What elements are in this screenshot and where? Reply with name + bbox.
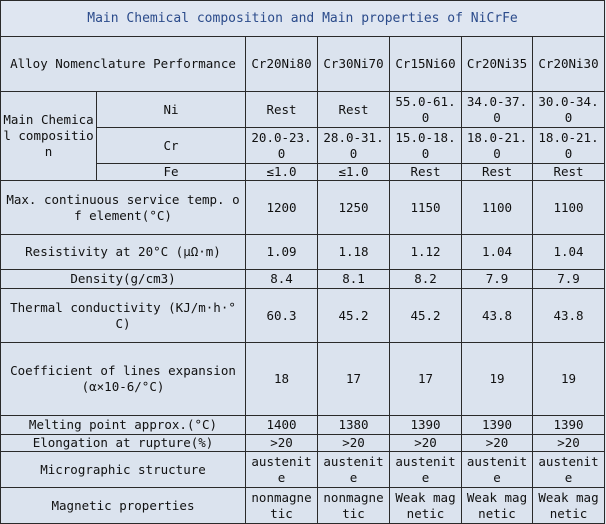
- table-cell: 8.4: [246, 270, 318, 289]
- alloy-header: Cr20Ni80: [246, 37, 318, 92]
- table-cell: 34.0-37.0: [462, 92, 533, 128]
- table-cell: Rest: [533, 164, 605, 181]
- nomenclature-header: Alloy Nomenclature Performance: [1, 37, 246, 92]
- table-cell: 45.2: [390, 289, 462, 343]
- table-cell: austenite: [462, 452, 533, 488]
- property-row: [1, 416, 605, 435]
- property-label: Magnetic properties: [1, 488, 246, 524]
- table-cell: austenite: [533, 452, 605, 488]
- table-cell: 43.8: [462, 289, 533, 343]
- table-cell: 1.04: [462, 235, 533, 270]
- table-cell: 1.12: [390, 235, 462, 270]
- table-cell: 19: [533, 343, 605, 416]
- table-cell: 60.3: [246, 289, 318, 343]
- table-cell: Rest: [318, 92, 390, 128]
- property-row: [1, 435, 605, 452]
- property-row: [1, 289, 605, 343]
- table-cell: 1400: [246, 416, 318, 435]
- table-cell: 17: [318, 343, 390, 416]
- table-cell: 1150: [390, 181, 462, 235]
- property-row: [1, 488, 605, 524]
- property-row: [1, 452, 605, 488]
- property-row: [1, 181, 605, 235]
- table-cell: 1.18: [318, 235, 390, 270]
- table-cell: 43.8: [533, 289, 605, 343]
- alloy-header: Cr20Ni30: [533, 37, 605, 92]
- table-cell: 20.0-23.0: [246, 128, 318, 164]
- table-cell: 55.0-61.0: [390, 92, 462, 128]
- composition-label: Main Chemical composition: [1, 92, 97, 181]
- table-cell: 7.9: [462, 270, 533, 289]
- table-cell: 1.09: [246, 235, 318, 270]
- table-cell: Rest: [246, 92, 318, 128]
- table-cell: ≤1.0: [246, 164, 318, 181]
- table-cell: Rest: [390, 164, 462, 181]
- table-cell: Weak magnetic: [462, 488, 533, 524]
- alloy-header: Cr30Ni70: [318, 37, 390, 92]
- alloy-header: Cr20Ni35: [462, 37, 533, 92]
- table-cell: 1100: [462, 181, 533, 235]
- table-cell: 1200: [246, 181, 318, 235]
- alloy-header: Cr15Ni60: [390, 37, 462, 92]
- property-label: Melting point approx.(°C): [1, 416, 246, 435]
- table-cell: 1390: [390, 416, 462, 435]
- property-label: Coefficient of lines expansion(α×10-6/°C): [1, 343, 246, 416]
- header-row: [1, 37, 605, 92]
- table-cell: 18: [246, 343, 318, 416]
- property-label: Elongation at rupture(%): [1, 435, 246, 452]
- table-cell: >20: [533, 435, 605, 452]
- table-cell: 8.1: [318, 270, 390, 289]
- table-cell: 18.0-21.0: [533, 128, 605, 164]
- element-label: Cr: [97, 128, 246, 164]
- composition-row-ni: [1, 92, 605, 128]
- element-label: Ni: [97, 92, 246, 128]
- table-cell: 1390: [533, 416, 605, 435]
- table-cell: austenite: [318, 452, 390, 488]
- table-cell: 1100: [533, 181, 605, 235]
- table-cell: ≤1.0: [318, 164, 390, 181]
- property-row: [1, 343, 605, 416]
- table-cell: Weak magnetic: [390, 488, 462, 524]
- table-cell: austenite: [390, 452, 462, 488]
- table-cell: >20: [318, 435, 390, 452]
- table-cell: 19: [462, 343, 533, 416]
- table-cell: 28.0-31.0: [318, 128, 390, 164]
- table-cell: austenite: [246, 452, 318, 488]
- property-label: Resistivity at 20°C (μΩ·m): [1, 235, 246, 270]
- table-cell: 15.0-18.0: [390, 128, 462, 164]
- table-cell: 18.0-21.0: [462, 128, 533, 164]
- table-cell: 8.2: [390, 270, 462, 289]
- table-cell: >20: [462, 435, 533, 452]
- table-cell: 1390: [462, 416, 533, 435]
- table-cell: >20: [246, 435, 318, 452]
- table-cell: 1.04: [533, 235, 605, 270]
- title-row: [1, 1, 605, 37]
- table-cell: nonmagnetic: [246, 488, 318, 524]
- table-cell: >20: [390, 435, 462, 452]
- table-cell: 30.0-34.0: [533, 92, 605, 128]
- property-label: Micrographic structure: [1, 452, 246, 488]
- table-cell: 1250: [318, 181, 390, 235]
- table-cell: Weak magnetic: [533, 488, 605, 524]
- property-label: Max. continuous service temp. of element(°C): [1, 181, 246, 235]
- element-label: Fe: [97, 164, 246, 181]
- property-label: Thermal conductivity (KJ/m·h·°C): [1, 289, 246, 343]
- table-title: Main Chemical composition and Main properties of NiCrFe: [1, 1, 605, 37]
- property-row: [1, 235, 605, 270]
- property-label: Density(g/cm3): [1, 270, 246, 289]
- table-cell: 17: [390, 343, 462, 416]
- table-cell: Rest: [462, 164, 533, 181]
- table-cell: 45.2: [318, 289, 390, 343]
- property-row: [1, 270, 605, 289]
- table-cell: nonmagnetic: [318, 488, 390, 524]
- table-cell: 1380: [318, 416, 390, 435]
- table-cell: 7.9: [533, 270, 605, 289]
